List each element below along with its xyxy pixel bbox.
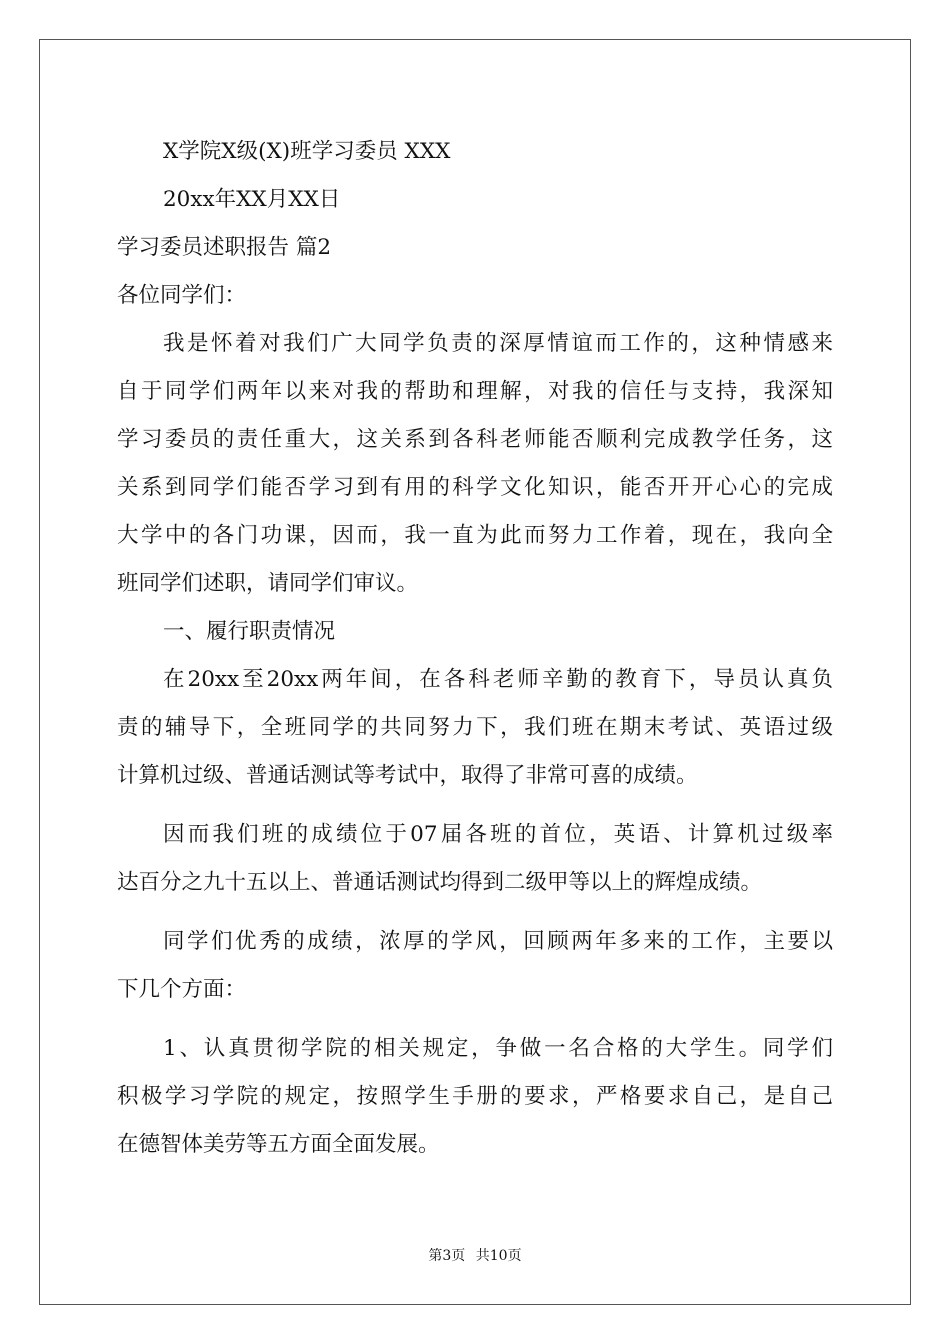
document-body xyxy=(117,128,833,1169)
paragraph-line: 学习委员的责任重大，这关系到各科老师能否顺利完成教学任务，这 xyxy=(117,427,833,452)
paragraph-line: 班同学们述职，请同学们审议。 xyxy=(117,571,419,596)
paragraph-line: 责的辅导下，全班同学的共同努力下，我们班在期末考试、英语过级 xyxy=(117,715,833,740)
signature-author: X学院X级(X)班学习委员 XXX xyxy=(163,139,451,164)
paragraph-line: 计算机过级、普通话测试等考试中，取得了非常可喜的成绩。 xyxy=(117,763,698,788)
paragraph-1 xyxy=(117,320,833,608)
page-footer xyxy=(0,1245,950,1265)
page-number: 第3页 xyxy=(428,1248,466,1264)
paragraph-line: 因而我们班的成绩位于07届各班的首位，英语、计算机过级率 xyxy=(163,822,833,847)
paragraph-5 xyxy=(117,1025,833,1169)
section-title: 学习委员述职报告 篇2 xyxy=(117,235,332,260)
paragraph-line: 积极学习学院的规定，按照学生手册的要求，严格要求自己，是自己 xyxy=(117,1084,833,1109)
paragraph-line: 大学中的各门功课，因而，我一直为此而努力工作着，现在，我向全 xyxy=(117,523,833,548)
paragraph-4 xyxy=(117,918,833,1014)
paragraph-line: 我是怀着对我们广大同学负责的深厚情谊而工作的，这种情感来 xyxy=(163,331,833,356)
paragraph-line: 在20xx至20xx两年间，在各科老师辛勤的教育下，导员认真负 xyxy=(163,667,833,692)
paragraph-line: 关系到同学们能否学习到有用的科学文化知识，能否开开心心的完成 xyxy=(117,475,833,500)
heading-duties: 一、履行职责情况 xyxy=(163,619,336,644)
paragraph-line: 在德智体美劳等五方面全面发展。 xyxy=(117,1132,440,1157)
paragraph-line: 下几个方面： xyxy=(117,977,247,1002)
paragraph-line: 自于同学们两年以来对我的帮助和理解，对我的信任与支持，我深知 xyxy=(117,379,833,404)
paragraph-2 xyxy=(117,656,833,800)
paragraph-line: 同学们优秀的成绩，浓厚的学风，回顾两年多来的工作，主要以 xyxy=(163,929,833,954)
signature-date: 20xx年XX月XX日 xyxy=(163,187,341,212)
page-total: 共10页 xyxy=(475,1248,522,1264)
salutation: 各位同学们： xyxy=(117,283,247,308)
paragraph-3 xyxy=(117,811,833,907)
paragraph-line: 达百分之九十五以上、普通话测试均得到二级甲等以上的辉煌成绩。 xyxy=(117,870,763,895)
paragraph-line: 1、认真贯彻学院的相关规定，争做一名合格的大学生。同学们 xyxy=(163,1036,833,1061)
